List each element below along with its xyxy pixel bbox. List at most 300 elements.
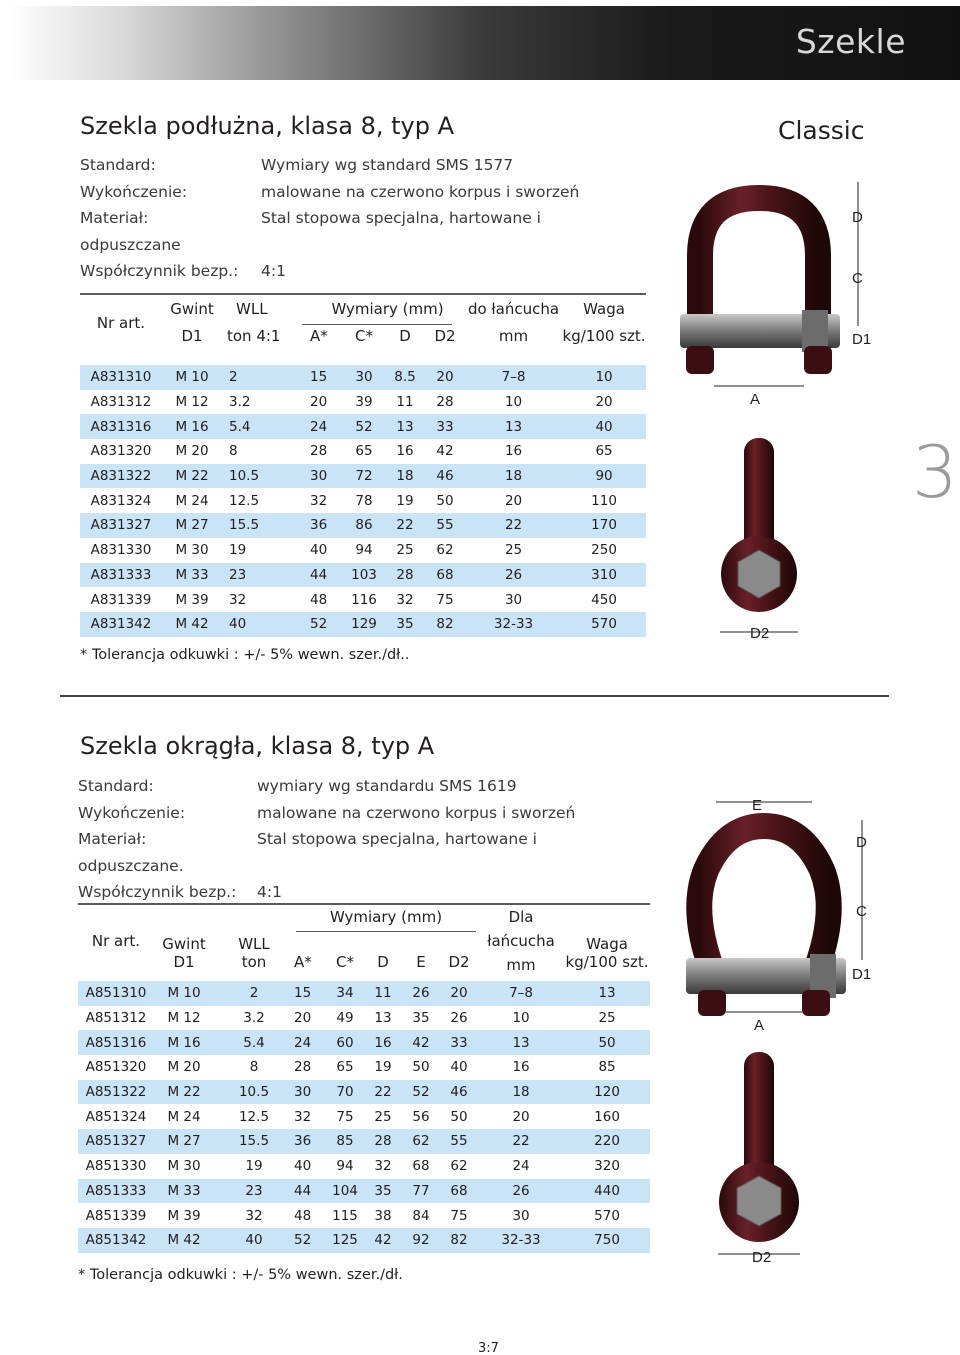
- table-cell: 160: [594, 1108, 620, 1125]
- table-cell: 40: [562, 414, 646, 439]
- table-cell: 84: [412, 1207, 430, 1224]
- table-cell: M 30: [167, 1158, 201, 1175]
- shackle-nut: [802, 310, 828, 352]
- table-cell: 7–8: [465, 365, 562, 390]
- table-cell: M 24: [167, 1108, 201, 1125]
- table-cell: M 24: [175, 492, 209, 509]
- table-cell: 49: [336, 1010, 354, 1027]
- diagram-label-d2: D2: [752, 1249, 772, 1266]
- table-cell: 48: [294, 1207, 312, 1224]
- table-cell: 10.5: [214, 1080, 294, 1105]
- table-cell: 15.5: [222, 513, 310, 538]
- section1-title: Szekla podłużna, klasa 8, typ A: [80, 112, 454, 140]
- table-cell: 70: [326, 1080, 364, 1105]
- table-cell: 22: [478, 1129, 564, 1154]
- table-cell: 570: [594, 1207, 620, 1224]
- table-cell: 50: [436, 492, 454, 509]
- table-cell: 320: [594, 1158, 620, 1175]
- table-cell: 62: [450, 1158, 468, 1175]
- table-cell: A831312: [90, 394, 152, 411]
- spec-value: Stal stopowa specjalna, hartowane i: [257, 830, 537, 848]
- col-header-c: C*: [355, 327, 373, 345]
- table-cell: 62: [402, 1129, 440, 1154]
- section2-table: [78, 905, 650, 1253]
- section1-shackle-diagram: [672, 176, 882, 646]
- table-cell: M 39: [167, 1207, 201, 1224]
- table-cell: 44: [310, 563, 343, 588]
- table-row: [80, 587, 646, 612]
- section2-specs: [78, 777, 638, 910]
- diagram-label-d: D: [852, 209, 863, 226]
- table-cell: 33: [440, 1030, 478, 1055]
- table-cell: 39: [355, 394, 373, 411]
- col-header-wll: WLL: [238, 935, 270, 953]
- col-header-gwint: Gwint: [162, 935, 206, 953]
- diagram-label-d1: D1: [852, 966, 872, 983]
- table-cell: 116: [351, 591, 377, 608]
- col-header-waga: Waga: [583, 300, 625, 318]
- table-cell: M 20: [167, 1059, 201, 1076]
- table-cell: 52: [310, 612, 343, 637]
- table-cell: 78: [355, 492, 373, 509]
- col-header-wll-unit: ton: [241, 953, 267, 971]
- table-cell: 3.2: [229, 394, 251, 411]
- table-cell: M 16: [162, 414, 222, 439]
- table-cell: 75: [450, 1207, 468, 1224]
- table-cell: 40: [222, 612, 310, 637]
- table-row: [78, 1055, 650, 1080]
- table-cell: 72: [343, 464, 385, 489]
- table-cell: 8: [229, 443, 238, 460]
- table-cell: M 20: [175, 443, 209, 460]
- table-cell: 26: [465, 563, 562, 588]
- diagram-label-e: E: [752, 797, 763, 814]
- table-cell: 56: [412, 1108, 430, 1125]
- table-cell: M 22: [154, 1080, 214, 1105]
- table-cell: 22: [465, 513, 562, 538]
- table-row: [78, 1154, 650, 1179]
- table-cell: 65: [336, 1059, 354, 1076]
- table-row: [78, 1228, 650, 1253]
- table-cell: 110: [591, 492, 617, 509]
- table-cell: 19: [229, 542, 247, 559]
- spec-label: Standard:: [80, 156, 156, 174]
- table-cell: 62: [436, 542, 454, 559]
- table-cell: 16: [512, 1059, 530, 1076]
- table-cell: 36: [294, 1129, 326, 1154]
- table-cell: 16: [504, 443, 523, 460]
- diagram-label-c: C: [852, 270, 863, 287]
- diagram-label-a: A: [754, 1017, 765, 1034]
- spec-value: 4:1: [261, 262, 286, 280]
- table-cell: 40: [450, 1059, 468, 1076]
- table-cell: 5.4: [214, 1030, 294, 1055]
- table-cell: 35: [412, 1010, 430, 1027]
- table-row: [78, 1030, 650, 1055]
- table-cell: 8.5: [385, 365, 425, 390]
- spec-row: [78, 830, 638, 857]
- chapter-number: 3: [912, 430, 958, 514]
- table-row: [78, 1179, 650, 1204]
- table-cell: 35: [364, 1179, 402, 1204]
- diagram-label-d1: D1: [852, 331, 872, 348]
- table-cell: 24: [294, 1030, 326, 1055]
- table-cell: 19: [245, 1158, 263, 1175]
- spec-row: [78, 777, 638, 804]
- table-row: [80, 513, 646, 538]
- col-header-wymiary: Wymiary (mm): [331, 300, 444, 318]
- table-cell: A851333: [78, 1179, 154, 1204]
- table-cell: M 16: [154, 1030, 214, 1055]
- col-header-waga-unit: kg/100 szt.: [562, 327, 646, 345]
- table-cell: 5.4: [222, 414, 310, 439]
- table-cell: 22: [385, 513, 425, 538]
- spec-value: malowane na czerwono korpus i sworzeń: [261, 182, 580, 201]
- table-cell: 26: [450, 1010, 468, 1027]
- table-cell: 34: [326, 981, 364, 1006]
- table-row: [78, 1006, 650, 1031]
- table-cell: 77: [402, 1179, 440, 1204]
- table-cell: 15: [310, 365, 343, 390]
- page-number: 3:7: [478, 1341, 499, 1355]
- table-cell: 25: [374, 1108, 392, 1125]
- col-header-chain-mid: łańcucha: [487, 932, 555, 950]
- table-cell: A831330: [90, 542, 152, 559]
- table-cell: 68: [412, 1158, 430, 1175]
- shackle-eye-right: [802, 990, 830, 1016]
- table-row: [78, 1080, 650, 1105]
- table-cell: 30: [504, 591, 523, 608]
- col-header-chain: do łańcucha: [467, 300, 560, 318]
- table-cell: 20: [425, 365, 465, 390]
- table-cell: 40: [214, 1228, 294, 1253]
- table-cell: 28: [436, 394, 454, 411]
- spec-row: [78, 804, 638, 831]
- table-cell: 15: [294, 981, 326, 1006]
- table-cell: 20: [512, 1108, 530, 1125]
- table-cell: 750: [564, 1228, 650, 1253]
- table-cell: 13: [385, 414, 425, 439]
- table-row: [80, 439, 646, 464]
- table-cell: 440: [564, 1179, 650, 1204]
- table-row: [80, 390, 646, 415]
- table-cell: 20: [504, 492, 523, 509]
- section1-table: [80, 296, 646, 637]
- table-cell: 104: [326, 1179, 364, 1204]
- table-cell: 30: [294, 1080, 326, 1105]
- table-cell: 60: [326, 1030, 364, 1055]
- col-header-d2: D2: [434, 327, 456, 345]
- table-cell: 2: [222, 365, 310, 390]
- col-header-c: C*: [336, 953, 354, 971]
- table-cell: 32: [229, 591, 247, 608]
- table-row: [80, 488, 646, 513]
- table-cell: 44: [294, 1179, 326, 1204]
- page-header-title: Szekle: [795, 22, 906, 61]
- table-cell: 19: [374, 1059, 392, 1076]
- table-cell: 32: [374, 1158, 392, 1175]
- spec-value: malowane na czerwono korpus i sworzeń: [257, 803, 576, 822]
- table-cell: 11: [364, 981, 402, 1006]
- table-cell: 310: [562, 563, 646, 588]
- brand-label: Classic: [778, 116, 865, 145]
- table-cell: 42: [436, 443, 454, 460]
- table-cell: 18: [385, 464, 425, 489]
- table-cell: A831333: [80, 563, 162, 588]
- table-cell: 28: [385, 563, 425, 588]
- table-cell: 35: [385, 612, 425, 637]
- table-cell: 115: [332, 1207, 358, 1224]
- spec-row: [78, 857, 638, 884]
- section2-shackle-diagram: [676, 790, 886, 1275]
- spec-label: Współczynnik bezp.:: [80, 262, 239, 280]
- table-cell: A851342: [78, 1228, 154, 1253]
- table-cell: 40: [294, 1158, 312, 1175]
- table-cell: 103: [343, 563, 385, 588]
- spec-label: Wykończenie:: [80, 182, 188, 201]
- col-header-d2: D2: [448, 953, 470, 971]
- table-cell: 90: [562, 464, 646, 489]
- table-cell: 16: [396, 443, 414, 460]
- section-divider: [60, 695, 889, 697]
- table-cell: 220: [564, 1129, 650, 1154]
- table-cell: 129: [343, 612, 385, 637]
- table-cell: 2: [214, 981, 294, 1006]
- table-cell: 125: [326, 1228, 364, 1253]
- col-header-e: E: [416, 953, 426, 971]
- table-cell: 32: [245, 1207, 263, 1224]
- table-cell: 46: [440, 1080, 478, 1105]
- table-row: [80, 414, 646, 439]
- spec-label: odpuszczane: [80, 235, 181, 254]
- table-cell: A831327: [80, 513, 162, 538]
- spec-value: 4:1: [257, 883, 282, 901]
- col-header-wll-unit: ton 4:1: [227, 327, 281, 345]
- table-cell: 20: [440, 981, 478, 1006]
- spec-label: Materiał:: [80, 209, 149, 227]
- table-cell: 52: [343, 414, 385, 439]
- table-cell: 23: [222, 563, 310, 588]
- table-cell: 75: [336, 1108, 354, 1125]
- table-cell: 82: [440, 1228, 478, 1253]
- table-cell: 20: [595, 394, 613, 411]
- table-cell: M 10: [154, 981, 214, 1006]
- table-cell: A851322: [78, 1080, 154, 1105]
- table-cell: 20: [310, 394, 328, 411]
- table-cell: 55: [440, 1129, 478, 1154]
- table-cell: 52: [294, 1228, 326, 1253]
- table-row: [80, 612, 646, 637]
- spec-row: [80, 156, 640, 183]
- col-header-chain-unit: mm: [506, 956, 536, 974]
- table-cell: 48: [310, 591, 328, 608]
- table-cell: 28: [310, 443, 328, 460]
- table-cell: 13: [465, 414, 562, 439]
- section2-note: * Tolerancja odkuwki : +/- 5% wewn. szer./dł.: [78, 1267, 403, 1283]
- diagram-label-c: C: [856, 903, 867, 920]
- table-cell: 25: [396, 542, 414, 559]
- shackle-bow-front: [699, 826, 828, 970]
- table-cell: M 42: [154, 1228, 214, 1253]
- spec-row: [80, 262, 640, 289]
- table-cell: A851330: [85, 1158, 147, 1175]
- col-header-a: A*: [294, 953, 312, 971]
- table-row: [80, 538, 646, 563]
- col-header-nr-art: Nr art.: [91, 932, 141, 950]
- table-cell: A831316: [80, 414, 162, 439]
- table-cell: A851339: [85, 1207, 147, 1224]
- table-cell: 68: [425, 563, 465, 588]
- table-cell: M 30: [175, 542, 209, 559]
- col-header-wymiary: Wymiary (mm): [329, 908, 443, 926]
- table-cell: 82: [425, 612, 465, 637]
- col-header-waga: Waga: [586, 935, 628, 953]
- table-cell: 46: [425, 464, 465, 489]
- table-cell: 65: [595, 443, 613, 460]
- table-cell: 28: [364, 1129, 402, 1154]
- table-cell: M 10: [162, 365, 222, 390]
- table-cell: 94: [336, 1158, 354, 1175]
- shackle-eye-left: [698, 990, 726, 1016]
- table-cell: 85: [598, 1059, 616, 1076]
- table-cell: A831324: [90, 492, 152, 509]
- table-cell: 7–8: [478, 981, 564, 1006]
- table-cell: 65: [355, 443, 373, 460]
- table-row: [80, 464, 646, 489]
- col-header-chain: Dla: [508, 908, 534, 926]
- section1-note: * Tolerancja odkuwki : +/- 5% wewn. szer./dł..: [80, 647, 410, 663]
- table-cell: 50: [450, 1108, 468, 1125]
- table-cell: 32-33: [478, 1228, 564, 1253]
- table-cell: 33: [425, 414, 465, 439]
- table-cell: 10: [512, 1010, 530, 1027]
- table-cell: A831310: [80, 365, 162, 390]
- spec-row: [80, 209, 640, 236]
- table-cell: 120: [564, 1080, 650, 1105]
- table-cell: 170: [562, 513, 646, 538]
- table-cell: M 42: [162, 612, 222, 637]
- table-row: [78, 1104, 650, 1129]
- table-cell: 50: [564, 1030, 650, 1055]
- table-cell: 30: [343, 365, 385, 390]
- table-row: [78, 1203, 650, 1228]
- table-top-rule: [80, 293, 646, 295]
- col-header-chain-unit: mm: [498, 327, 529, 345]
- table-row: [78, 1129, 650, 1154]
- table-cell: 55: [425, 513, 465, 538]
- table-cell: 250: [591, 542, 617, 559]
- table-cell: M 33: [154, 1179, 214, 1204]
- table-cell: A831320: [90, 443, 152, 460]
- table-cell: 19: [396, 492, 414, 509]
- table-cell: 32: [396, 591, 414, 608]
- table-cell: A851316: [78, 1030, 154, 1055]
- table-cell: A851312: [85, 1010, 147, 1027]
- table-cell: 13: [478, 1030, 564, 1055]
- table-cell: 30: [310, 464, 343, 489]
- col-header-waga-unit: kg/100 szt.: [565, 953, 649, 971]
- table-cell: 18: [478, 1080, 564, 1105]
- table-row: [80, 365, 646, 390]
- table-cell: 68: [440, 1179, 478, 1204]
- table-cell: 38: [374, 1207, 392, 1224]
- section2-table-body: [78, 981, 650, 1253]
- col-header-wll: WLL: [236, 300, 268, 318]
- table-cell: 24: [310, 414, 343, 439]
- table-row: [78, 981, 650, 1006]
- table-row: [80, 563, 646, 588]
- table-cell: 75: [436, 591, 454, 608]
- table-cell: 20: [294, 1010, 312, 1027]
- col-header-nr-art: Nr art.: [96, 314, 146, 332]
- table-cell: 26: [478, 1179, 564, 1204]
- diagram-label-d2: D2: [750, 625, 770, 642]
- col-header-d1: D1: [173, 953, 195, 971]
- table-cell: A851310: [78, 981, 154, 1006]
- table-cell: 40: [310, 542, 328, 559]
- table-cell: 15.5: [214, 1129, 294, 1154]
- table-cell: 13: [564, 981, 650, 1006]
- col-header-d1: D1: [181, 327, 203, 345]
- col-header-a: A*: [310, 327, 328, 345]
- spec-label: Materiał:: [78, 830, 147, 848]
- table-cell: 42: [364, 1228, 402, 1253]
- table-cell: 12.5: [238, 1108, 270, 1125]
- spec-label: Współczynnik bezp.:: [78, 883, 237, 901]
- table-cell: 92: [402, 1228, 440, 1253]
- spec-row: [80, 183, 640, 210]
- section1-specs: [80, 156, 640, 289]
- spec-label: odpuszczane.: [78, 856, 184, 875]
- table-cell: 25: [598, 1010, 616, 1027]
- table-cell: 570: [562, 612, 646, 637]
- table-cell: 25: [504, 542, 523, 559]
- table-cell: 86: [343, 513, 385, 538]
- table-cell: A831342: [80, 612, 162, 637]
- table-cell: 24: [512, 1158, 530, 1175]
- table-cell: M 33: [162, 563, 222, 588]
- shackle-eye-right: [804, 346, 832, 374]
- table-cell: 32: [310, 492, 328, 509]
- diagram-label-a: A: [750, 391, 761, 408]
- spec-value: Stal stopowa specjalna, hartowane i: [261, 209, 541, 227]
- table-cell: 3.2: [243, 1010, 265, 1027]
- table-cell: 32-33: [465, 612, 562, 637]
- spec-value: wymiary wg standardu SMS 1619: [257, 777, 517, 795]
- table-cell: 18: [465, 464, 562, 489]
- table-cell: M 27: [154, 1129, 214, 1154]
- table-cell: M 22: [162, 464, 222, 489]
- table-cell: 42: [402, 1030, 440, 1055]
- spec-label: Standard:: [78, 777, 154, 795]
- section1-table-body: [80, 365, 646, 637]
- table-cell: 32: [294, 1108, 312, 1125]
- table-cell: 22: [364, 1080, 402, 1105]
- spec-row: [80, 236, 640, 263]
- table-cell: 8: [249, 1059, 259, 1076]
- table-cell: 85: [326, 1129, 364, 1154]
- table-cell: M 12: [175, 394, 209, 411]
- table-cell: 23: [214, 1179, 294, 1204]
- table-cell: A851327: [78, 1129, 154, 1154]
- table-cell: 52: [402, 1080, 440, 1105]
- section2-title: Szekla okrągła, klasa 8, typ A: [80, 732, 435, 760]
- table-cell: M 39: [175, 591, 209, 608]
- table-cell: A851324: [85, 1108, 147, 1125]
- table-cell: 450: [591, 591, 617, 608]
- table-cell: A831339: [90, 591, 152, 608]
- table-cell: 36: [310, 513, 343, 538]
